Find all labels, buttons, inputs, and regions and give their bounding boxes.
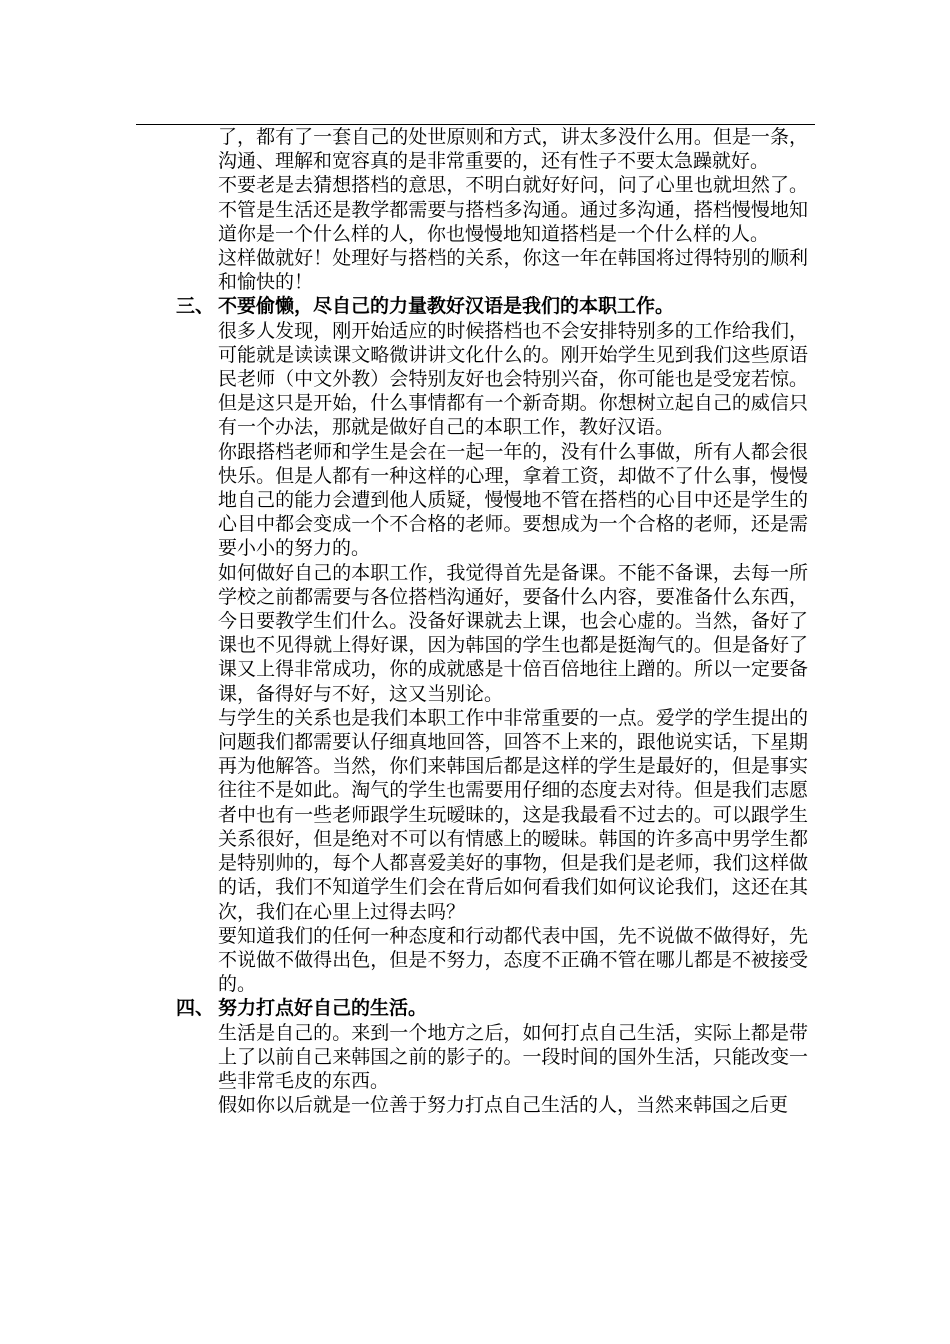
section-title: 努力打点好自己的生活。 (218, 997, 428, 1020)
paragraph: 要知道我们的任何一种态度和行动都代表中国，先不说做不做得好，先不说做不做得出色，但是不努力，态度不正确不管在哪儿都是不被接受的。 (218, 924, 808, 996)
paragraph: 你跟搭档老师和学生是会在一起一年的，没有什么事做，所有人都会很快乐。但是人都有一种这样的心理，拿着工资，却做不了什么事，慢慢地自己的能力会遭到他人质疑，慢慢地不管在搭档的心目中还是学生的心目中都会变成一个不合格的老师。要想成为一个合格的老师，还是需要小小的努力的。 (218, 440, 808, 560)
paragraph: 假如你以后就是一位善于努力打点自己生活的人，当然来韩国之后更 (218, 1094, 789, 1117)
paragraph: 生活是自己的。来到一个地方之后，如何打点自己生活，实际上都是带上了以前自己来韩国之前的影子的。一段时间的国外生活，只能改变一些非常毛皮的东西。 (218, 1021, 808, 1092)
section-number: 四、 (176, 997, 215, 1020)
document-body (0, 125, 950, 1117)
paragraph: 了，都有了一套自己的处世原则和方式，讲太多没什么用。但是一条，沟通、理解和宽容真的是非常重要的，还有性子不要太急躁就好。 (218, 126, 808, 173)
paragraph: 这样做就好！处理好与搭档的关系，你这一年在韩国将过得特别的顺利和愉快的！ (218, 247, 808, 294)
paragraph: 不要老是去猜想搭档的意思，不明白就好好问，问了心里也就坦然了。不管是生活还是教学都需要与搭档多沟通。通过多沟通，搭档慢慢地知道你是一个什么样的人，你也慢慢地知道搭档是一个什么样的人。 (218, 174, 808, 245)
paragraph: 与学生的关系也是我们本职工作中非常重要的一点。爱学的学生提出的问题我们都需要认仔细真地回答，回答不上来的，跟他说实话，下星期再为他解答。当然，你们来韩国后都是这样的学生是最好的，但是事实往往不是如此。淘气的学生也需要用仔细的态度去对待。但是我们志愿者中也有一些老师跟学生玩暧昧的，这是我最看不过去的。可以跟学生关系很好，但是绝对不可以有情感上的暧昧。韩国的许多高中男学生都是特别帅的，每个人都喜爱美好的事物，但是我们是老师，我们这样做的话，我们不知道学生们会在背后如何看我们如何议论我们，这还在其次，我们在心里上过得去吗？ (218, 706, 808, 923)
section-heading-3 (176, 294, 950, 318)
paragraph: 很多人发现，刚开始适应的时候搭档也不会安排特别多的工作给我们，可能就是读读课文略微讲讲文化什么的。刚开始学生见到我们这些原语民老师（中文外教）会特别友好也会特别兴奋，你可能也是受宠若惊。但是这只是开始，什么事情都有一个新奇期。你想树立起自己的威信只有一个办法，那就是做好自己的本职工作，教好汉语。 (218, 319, 808, 439)
section-title: 不要偷懒，尽自己的力量教好汉语是我们的本职工作。 (218, 295, 675, 318)
paragraph: 如何做好自己的本职工作，我觉得首先是备课。不能不备课，去每一所学校之前都需要与各位搭档沟通好，要备什么内容，要准备什么东西，今日要教学生们什么。没备好课就去上课，也会心虚的。当然，备好了课也不见得就上得好课，因为韩国的学生也都是挺淘气的。但是备好了课又上得非常成功，你的成就感是十倍百倍地往上蹭的。所以一定要备课，备得好与不好，这又当别论。 (218, 561, 808, 705)
section-number: 三、 (176, 295, 215, 318)
section-heading-4 (176, 996, 950, 1020)
